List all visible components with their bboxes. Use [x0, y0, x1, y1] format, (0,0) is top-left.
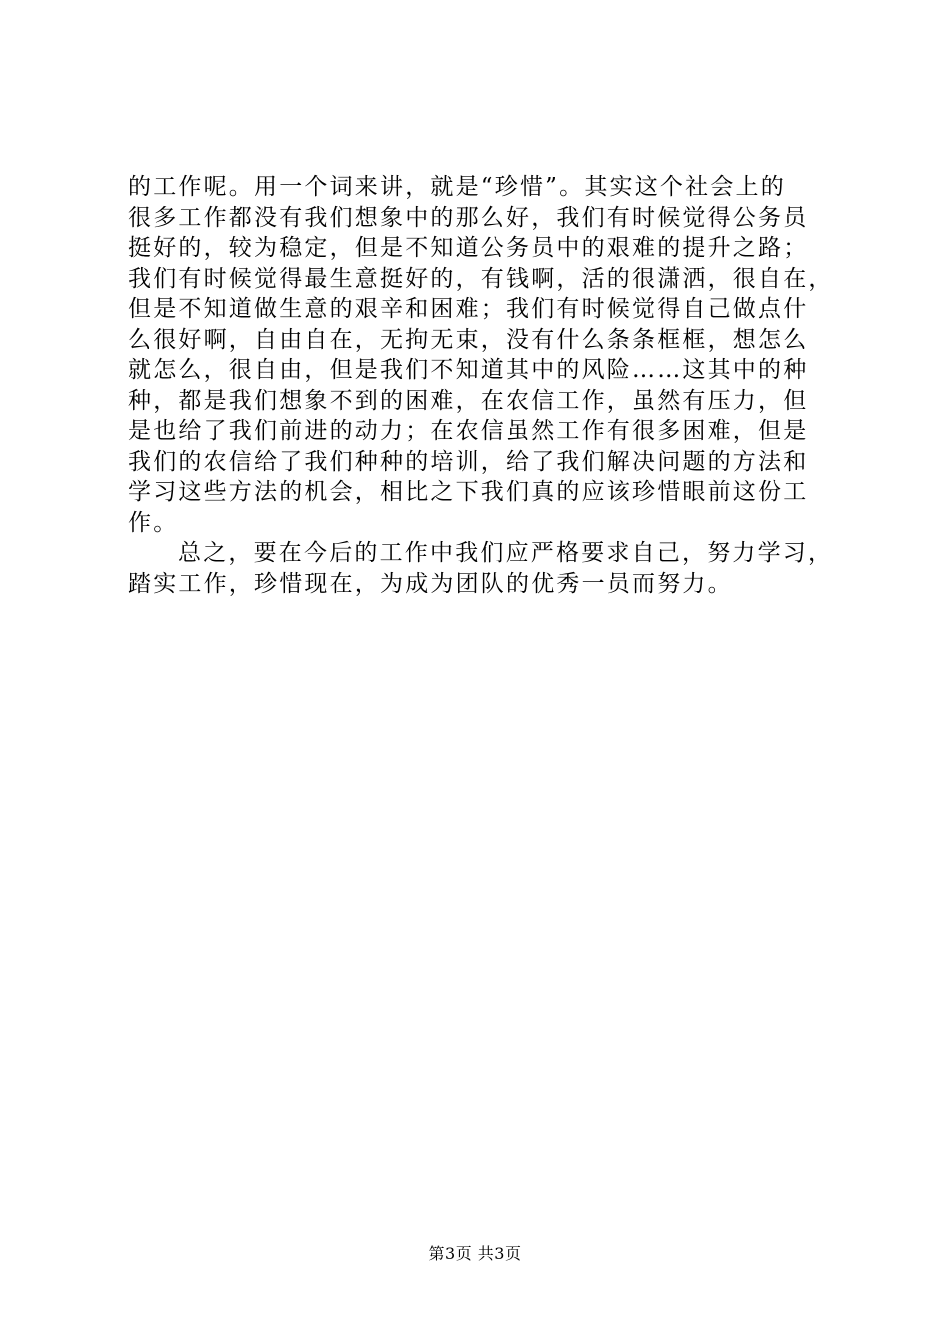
document-body [128, 172, 834, 599]
text-line: 么很好啊，自由自在，无拘无束，没有什么条条框框，想怎么 [128, 326, 809, 353]
text-line: 就怎么，很自由，但是我们不知道其中的风险……这其中的种 [128, 357, 809, 383]
text-line: 很多工作都没有我们想象中的那么好，我们有时候觉得公务员 [128, 204, 809, 231]
text-line: 但是不知道做生意的艰辛和困难；我们有时候觉得自己做点什 [128, 296, 809, 322]
text-line: 我们有时候觉得最生意挺好的，有钱啊，活的很潇洒，很自在， [128, 265, 834, 292]
text-line: 挺好的，较为稳定，但是不知道公务员中的艰难的提升之路； [128, 235, 809, 261]
text-line: 我们的农信给了我们种种的培训，给了我们解决问题的方法和 [128, 448, 809, 475]
text-line: 的工作呢。用一个词来讲，就是“珍惜”。其实这个社会上的 [128, 174, 786, 200]
page-footer: 第3页 共3页 [428, 1244, 522, 1263]
text-line: 种，都是我们想象不到的困难，在农信工作，虽然有压力，但 [128, 387, 809, 414]
text-line: 是也给了我们前进的动力；在农信虽然工作有很多困难，但是 [128, 418, 809, 444]
text-line: 踏实工作，珍惜现在，为成为团队的优秀一员而努力。 [128, 570, 733, 597]
text-line: 学习这些方法的机会，相比之下我们真的应该珍惜眼前这份工 [128, 479, 809, 505]
text-line: 作。 [128, 509, 179, 536]
text-line-indented: 总之，要在今后的工作中我们应严格要求自己，努力学习， [178, 540, 834, 566]
